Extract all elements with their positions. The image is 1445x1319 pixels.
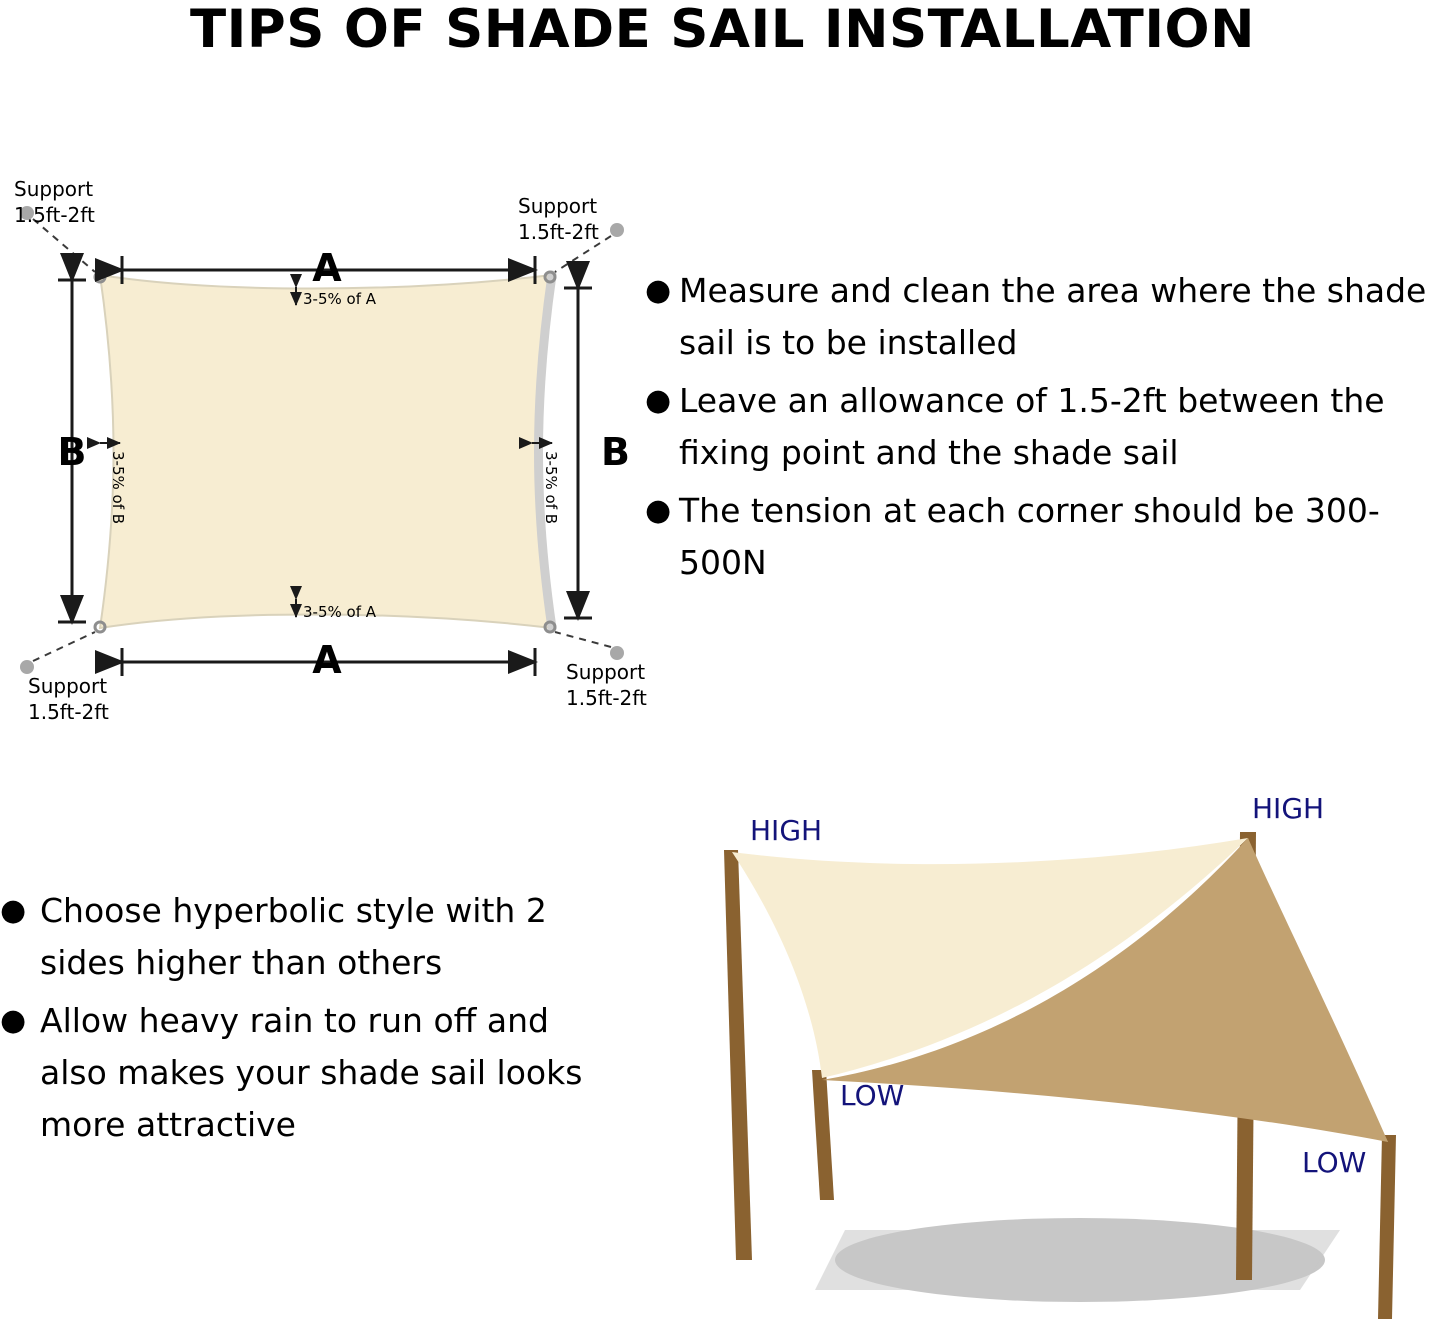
label-low-right: LOW [1302, 1146, 1367, 1179]
list-item [645, 375, 1445, 479]
bullet-dot-icon: ● [0, 893, 27, 928]
pole-front-left [812, 1070, 834, 1200]
ground-shadow-secondary [815, 1230, 1340, 1290]
curve-note-top: 3-5% of A [303, 290, 377, 308]
support-label-top-left-line2: 1.5ft-2ft [14, 203, 95, 227]
support-anchor-dot [20, 660, 34, 674]
list-item-text: Allow heavy rain to run off and also makes your shade sail looks more attractive [40, 1001, 583, 1144]
support-anchor-dot [610, 223, 624, 237]
support-anchor-dot [610, 646, 624, 660]
page-title: TIPS OF SHADE SAIL INSTALLATION [190, 0, 1255, 60]
hyperbolic-sail-illustration [640, 760, 1445, 1319]
label-high-right: HIGH [1252, 792, 1325, 825]
list-item [0, 995, 640, 1151]
support-label-top-right-line2: 1.5ft-2ft [518, 220, 599, 244]
support-label-bottom-right-line2: 1.5ft-2ft [566, 686, 647, 710]
list-item [0, 885, 640, 989]
tips-list-bottom [0, 885, 640, 1157]
curve-note-right: 3-5% of B [542, 451, 560, 525]
rectangle-shade-sail-diagram [0, 150, 660, 730]
list-item-text: The tension at each corner should be 300-500N [679, 491, 1380, 582]
pole-back-left [724, 850, 752, 1260]
sail-shape [100, 275, 552, 628]
pole-front-right [1378, 1135, 1396, 1319]
tips-list-top [645, 265, 1445, 595]
support-label-bottom-left-line1: Support [28, 674, 108, 698]
dimension-label-top-A: A [312, 246, 342, 290]
bullet-dot-icon: ● [645, 383, 672, 418]
list-item [645, 265, 1445, 369]
label-high-left: HIGH [750, 814, 823, 847]
list-item-text: Measure and clean the area where the shade sail is to be installed [679, 271, 1427, 362]
bullet-dot-icon: ● [645, 273, 672, 308]
label-low-left: LOW [840, 1079, 905, 1112]
dimension-label-left-B: B [57, 430, 87, 474]
support-label-top-right-line1: Support [518, 194, 598, 218]
support-label-bottom-left-line2: 1.5ft-2ft [28, 700, 109, 724]
support-line [33, 632, 95, 661]
support-label-top-left-line1: Support [14, 177, 94, 201]
curve-note-left: 3-5% of B [109, 451, 127, 525]
dimension-label-right-B: B [601, 430, 630, 474]
dimension-label-bottom-A: A [312, 638, 342, 682]
curve-note-bottom: 3-5% of A [303, 603, 377, 621]
list-item-text: Choose hyperbolic style with 2 sides higher than others [40, 891, 547, 982]
support-line [555, 632, 611, 647]
list-item-text: Leave an allowance of 1.5-2ft between the fixing point and the shade sail [679, 381, 1385, 472]
support-label-bottom-right-line1: Support [566, 660, 646, 684]
bullet-dot-icon: ● [645, 493, 672, 528]
bullet-dot-icon: ● [0, 1003, 27, 1038]
list-item [645, 485, 1445, 589]
